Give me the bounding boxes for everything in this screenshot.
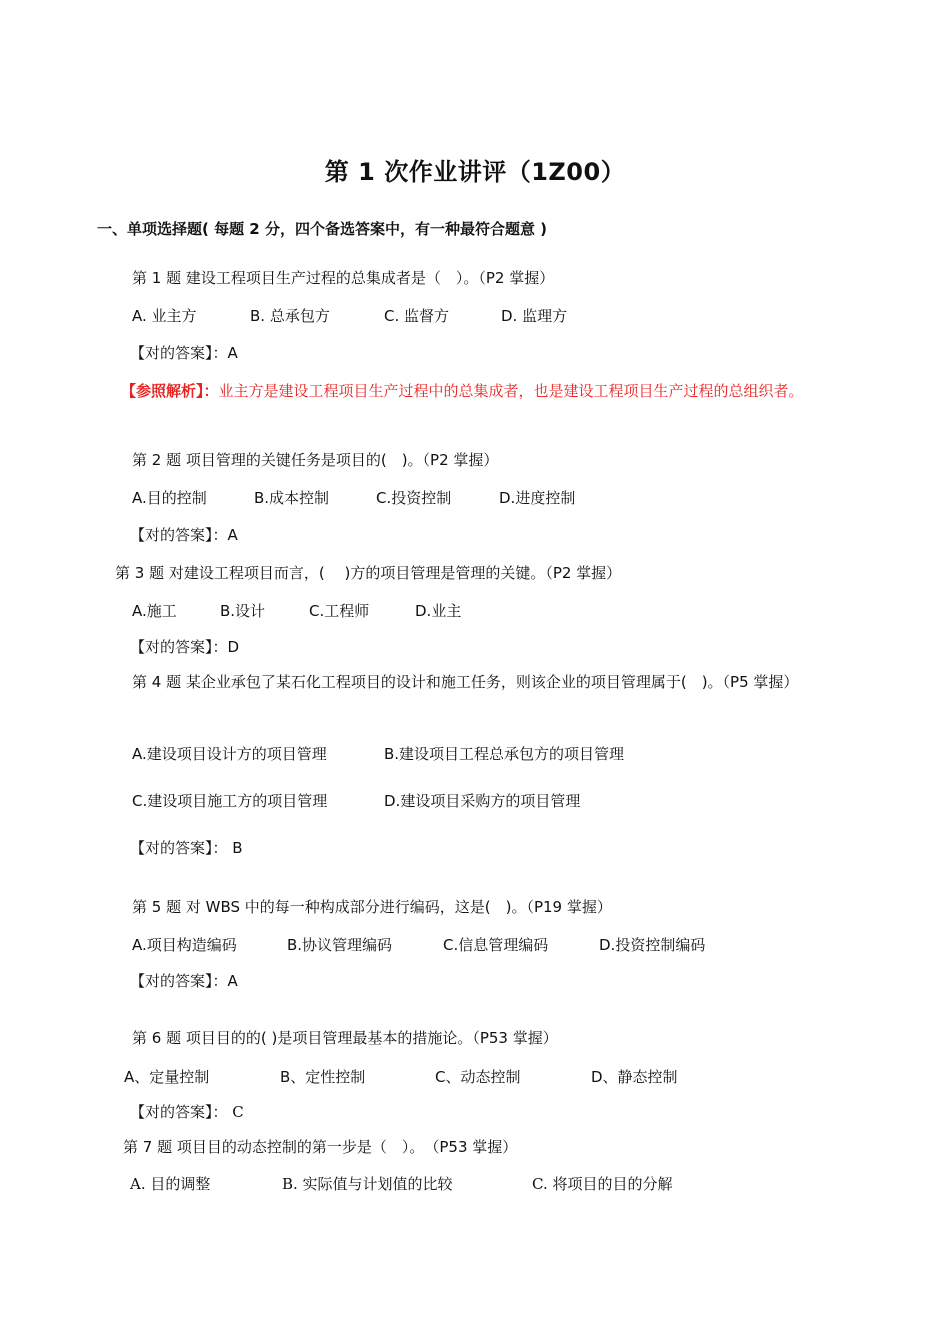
question-4-stem: 第 4 题 某企业承包了某石化工程项目的设计和施工任务，则该企业的项目管理属于( )。（P5 掌握） bbox=[132, 673, 799, 691]
question-6-answer: 【对的答案】： C bbox=[130, 1103, 244, 1121]
option-d: D.业主 bbox=[415, 602, 462, 620]
page-title: 第 1 次作业讲评（1Z00） bbox=[324, 158, 626, 186]
option-c: C.建设项目施工方的项目管理 bbox=[132, 792, 328, 810]
question-1-answer: 【对的答案】：A bbox=[130, 344, 238, 362]
option-b: B、定性控制 bbox=[280, 1068, 366, 1086]
option-b: B.成本控制 bbox=[254, 489, 330, 507]
question-4-answer: 【对的答案】： B bbox=[130, 839, 243, 857]
option-c: C.工程师 bbox=[309, 602, 370, 620]
question-5-answer: 【对的答案】：A bbox=[130, 972, 238, 990]
option-a: A.项目构造编码 bbox=[132, 936, 237, 954]
question-6-stem: 第 6 题 项目目的的( )是项目管理最基本的措施论。（P53 掌握） bbox=[132, 1029, 558, 1047]
question-7-stem: 第 7 题 项目目的动态控制的第一步是（ ）。 （P53 掌握） bbox=[123, 1138, 518, 1156]
option-c: C.投资控制 bbox=[376, 489, 452, 507]
question-3-answer: 【对的答案】：D bbox=[130, 638, 240, 656]
question-5-stem: 第 5 题 对 WBS 中的每一种构成部分进行编码，这是( )。（P19 掌握） bbox=[132, 898, 612, 916]
option-d: D.进度控制 bbox=[499, 489, 576, 507]
question-1-stem: 第 1 题 建设工程项目生产过程的总集成者是（ ）。（P2 掌握） bbox=[132, 269, 555, 287]
option-b: B.协议管理编码 bbox=[287, 936, 393, 954]
option-d: D. 监理方 bbox=[501, 307, 568, 325]
analysis-label: 【参照解析】： bbox=[121, 382, 219, 400]
option-a: A.目的控制 bbox=[132, 489, 207, 507]
option-c: C. 监督方 bbox=[384, 307, 450, 325]
option-b: B.设计 bbox=[220, 602, 266, 620]
option-a: A.施工 bbox=[132, 602, 177, 620]
option-a: A. 目的调整 bbox=[130, 1175, 211, 1193]
question-7-options bbox=[130, 1173, 672, 1195]
section-heading: 一、单项选择题( 每题 2 分，四个备选答案中，有一种最符合题意 ) bbox=[97, 220, 548, 238]
question-5-options bbox=[132, 934, 705, 956]
question-6-options bbox=[124, 1066, 678, 1088]
option-b: B. 总承包方 bbox=[250, 307, 330, 325]
question-2-stem: 第 2 题 项目管理的关键任务是项目的( )。（P2 掌握） bbox=[132, 451, 499, 469]
option-d: D.投资控制编码 bbox=[599, 936, 706, 954]
option-b: B.建设项目工程总承包方的项目管理 bbox=[384, 745, 625, 763]
option-d: D、静态控制 bbox=[591, 1068, 678, 1086]
option-a: A、定量控制 bbox=[124, 1068, 210, 1086]
question-4-options-row-1 bbox=[132, 743, 624, 765]
option-a: A. 业主方 bbox=[132, 307, 197, 325]
question-1-analysis bbox=[97, 378, 842, 404]
question-2-answer: 【对的答案】：A bbox=[130, 526, 238, 544]
option-d: D.建设项目采购方的项目管理 bbox=[384, 792, 581, 810]
question-3-stem: 第 3 题 对建设工程项目而言，( )方的项目管理是管理的关键。（P2 掌握） bbox=[115, 564, 622, 582]
analysis-text: 业主方是建设工程项目生产过程中的总集成者，也是建设工程项目生产过程的总组织者。 bbox=[218, 382, 804, 400]
question-1-options bbox=[132, 305, 567, 327]
option-c: C. 将项目的目的分解 bbox=[532, 1175, 673, 1193]
question-2-options bbox=[132, 487, 575, 509]
option-b: B. 实际值与计划值的比较 bbox=[282, 1175, 453, 1193]
question-4-options-row-2 bbox=[132, 790, 580, 812]
option-c: C.信息管理编码 bbox=[443, 936, 549, 954]
option-a: A.建设项目设计方的项目管理 bbox=[132, 745, 327, 763]
option-c: C、动态控制 bbox=[435, 1068, 521, 1086]
question-3-options bbox=[132, 600, 461, 622]
